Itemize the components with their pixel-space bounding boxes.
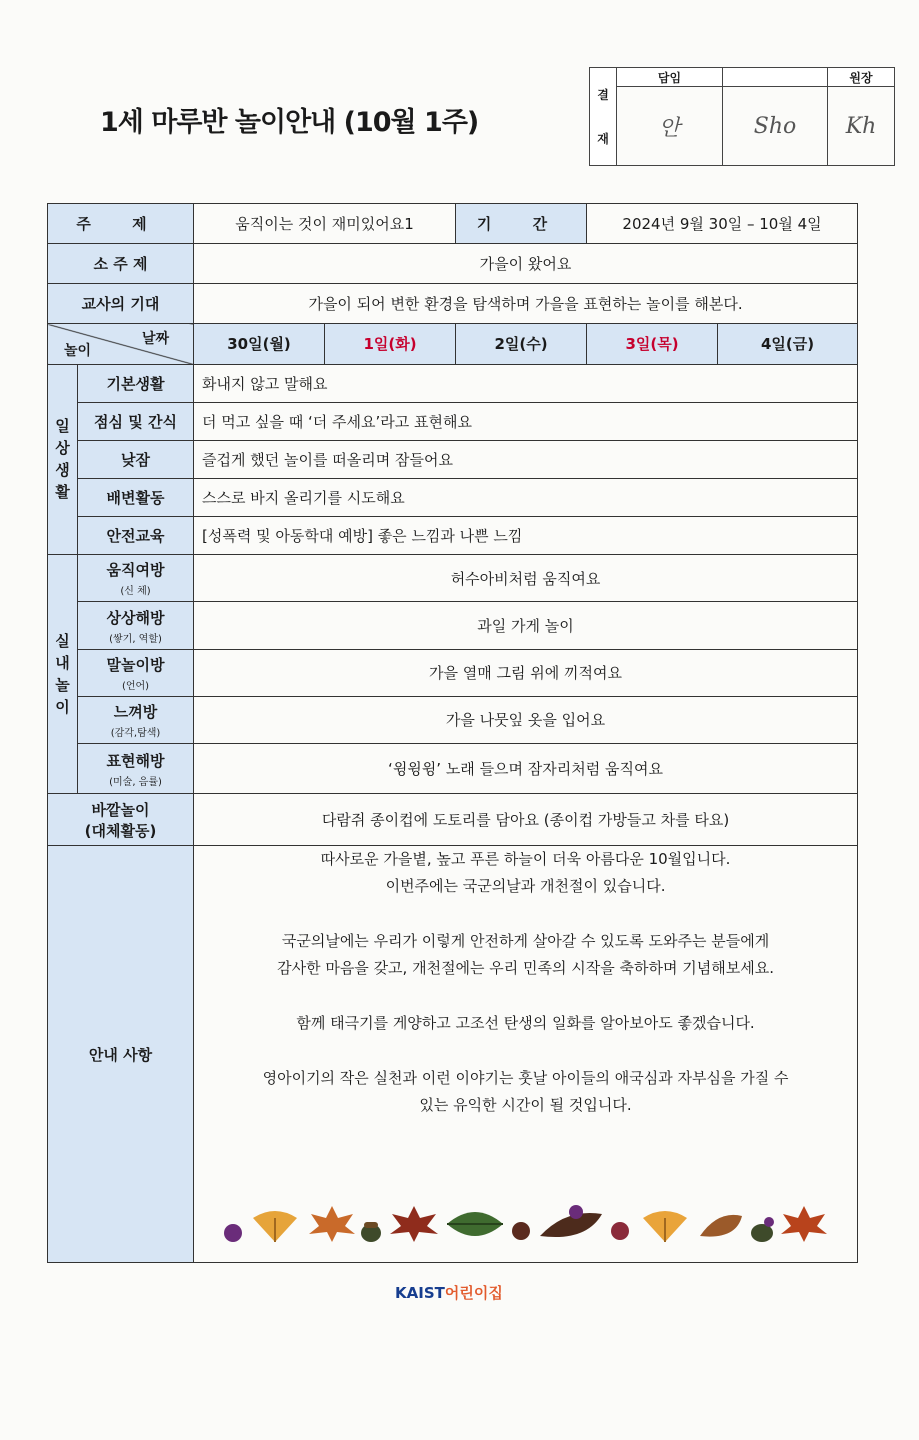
approval-box: [589, 67, 895, 166]
maple-leaf-icon: [307, 1204, 357, 1244]
daily-row-content: 스스로 바지 올리기를 시도해요: [194, 478, 858, 516]
day-fri: 4일(금): [718, 324, 858, 364]
brown-leaf-icon: [536, 1204, 606, 1244]
period-value: 2024년 9월 30일 – 10월 4일: [587, 204, 858, 244]
notice-paragraph: 따사로운 가을볕, 높고 푸른 하늘이 더욱 아름다운 10월입니다. 이번주에는 국군의날과 개천절이 있습니다.: [320, 850, 731, 896]
indoor-row-content: 가을 나뭇잎 옷을 입어요: [194, 696, 858, 743]
date-label: 날짜: [141, 331, 170, 348]
berry-icon: [508, 1218, 534, 1244]
indoor-row-label: 상상해방 (쌓기, 역할): [78, 602, 194, 649]
approval-role-homeroom: 담임: [617, 68, 723, 87]
footer-name: 어린이집: [444, 1284, 503, 1302]
daily-row-content: [성폭력 및 아동학대 예방] 좋은 느낌과 나쁜 느낌: [194, 517, 858, 555]
expectation-value: 가을이 되어 변한 환경을 탐색하며 가을을 표현하는 놀이를 해본다.: [194, 284, 858, 324]
daily-row-label: 안전교육: [78, 517, 194, 555]
signature-2: Sho: [723, 87, 828, 166]
notice-paragraph: 국군의날에는 우리가 이렇게 안전하게 살아갈 수 있도록 도와주는 분들에게 감사한 마음을 갖고, 개천절에는 우리 민족의 시작을 축하하며 기념해보세요.: [277, 932, 774, 978]
daily-row-label: 점심 및 간식: [78, 402, 194, 440]
indoor-play-section-label: 실 내 놀 이: [48, 555, 78, 794]
expectation-label: 교사의 기대: [48, 284, 194, 324]
acorn-icon: [747, 1216, 777, 1244]
indoor-row-content: 가을 열매 그림 위에 끼적여요: [194, 649, 858, 696]
maple-leaf-icon: [386, 1204, 442, 1244]
day-tue: 1일(화): [325, 324, 456, 364]
daily-life-section-label: 일 상 생 활: [48, 364, 78, 555]
berry-icon: [222, 1222, 244, 1244]
indoor-row-label: 표현해방 (미술, 음률): [78, 743, 194, 793]
footer-logo: [395, 1282, 503, 1303]
daily-row-content: 더 먹고 싶을 때 ‘더 주세요’라고 표현해요: [194, 402, 858, 440]
notice-paragraph: 함께 태극기를 게양하고 고조선 탄생의 일화를 알아보아도 좋겠습니다.: [296, 1014, 755, 1033]
approval-label: 결 재: [590, 68, 617, 166]
signature-3: Kh: [828, 87, 895, 166]
daily-row-content: 화내지 않고 말해요: [194, 364, 858, 402]
ginkgo-leaf-icon: [635, 1204, 695, 1244]
signature-1: 안: [617, 87, 723, 166]
approval-role-director: 원장: [828, 68, 895, 87]
theme-value: 움직이는 것이 재미있어요1: [194, 204, 456, 244]
berry-icon: [607, 1218, 633, 1244]
daily-row-label: 기본생활: [78, 364, 194, 402]
indoor-row-content: ‘윙윙윙’ 노래 들으며 잠자리처럼 움직여요: [194, 743, 858, 793]
green-leaf-icon: [443, 1204, 507, 1244]
day-thu: 3일(목): [587, 324, 718, 364]
autumn-leaves-decoration: [222, 1204, 829, 1244]
indoor-row-content: 허수아비처럼 움직여요: [194, 555, 858, 602]
notice-label: 안내 사항: [48, 846, 194, 1263]
approval-role-homeroom-cont: [723, 68, 828, 87]
daily-row-content: 즐겁게 했던 놀이를 떠올리며 잠들어요: [194, 440, 858, 478]
day-mon: 30일(월): [194, 324, 325, 364]
indoor-row-label: 느껴방 (감각,탐색): [78, 696, 194, 743]
indoor-row-label: 움직여방 (신 체): [78, 555, 194, 602]
brown-leaf-icon: [696, 1208, 746, 1244]
subtheme-label: 소 주 제: [48, 244, 194, 284]
ginkgo-leaf-icon: [245, 1204, 305, 1244]
indoor-row-content: 과일 가게 놀이: [194, 602, 858, 649]
daily-row-label: 배변활동: [78, 478, 194, 516]
acorn-icon: [358, 1218, 384, 1244]
day-wed: 2일(수): [456, 324, 587, 364]
notice-paragraph: 영아이기의 작은 실천과 이런 이야기는 훗날 아이들의 애국심과 자부심을 가질 수 있는 유익한 시간이 될 것입니다.: [262, 1069, 789, 1115]
outdoor-label: 바깥놀이 (대체활동): [48, 794, 194, 846]
weekly-plan-table: [47, 203, 858, 1263]
date-play-header: [48, 324, 194, 364]
outdoor-content: 다람쥐 종이컵에 도토리를 담아요 (종이컵 가방들고 차를 타요): [194, 794, 858, 846]
maple-leaf-icon: [779, 1204, 829, 1244]
notice-content: [194, 846, 858, 1263]
period-label: 기 간: [456, 204, 587, 244]
footer-brand: KAIST: [395, 1284, 445, 1302]
page-title: 1세 마루반 놀이안내 (10월 1주): [100, 107, 479, 138]
daily-row-label: 낮잠: [78, 440, 194, 478]
theme-label: 주 제: [48, 204, 194, 244]
play-label: 놀이: [64, 342, 92, 359]
indoor-row-label: 말놀이방 (언어): [78, 649, 194, 696]
subtheme-value: 가을이 왔어요: [194, 244, 858, 284]
